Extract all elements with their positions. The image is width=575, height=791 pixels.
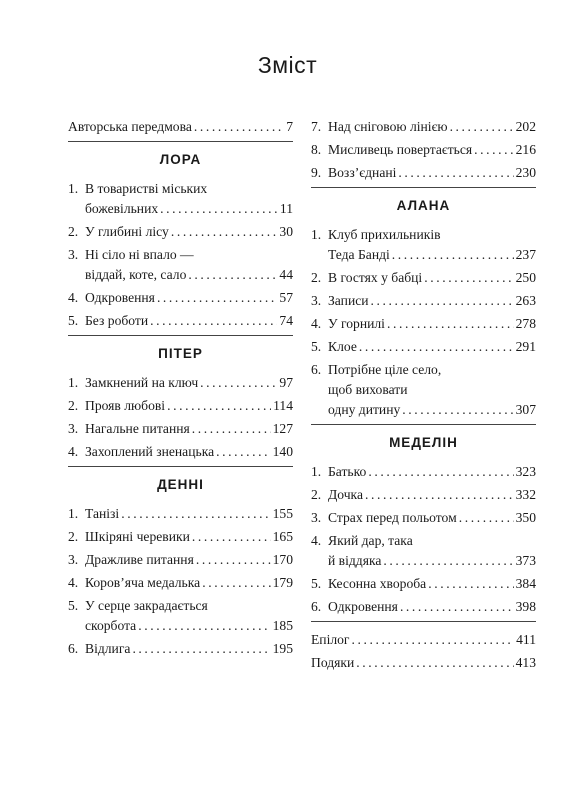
toc-entry-line	[68, 419, 293, 439]
toc-entry-line	[311, 314, 536, 334]
dot-leader	[192, 527, 271, 547]
toc-entry-number: 9.	[311, 165, 322, 180]
toc-entry-number: 3.	[68, 421, 79, 436]
toc-entry-number: 6.	[311, 362, 322, 377]
toc-entry-number: 2.	[68, 224, 79, 239]
toc-entry-title: Танізі	[85, 506, 120, 521]
toc-entry-number: 5.	[68, 598, 79, 613]
toc-entry-page: 237	[515, 247, 536, 262]
toc-entry-number: 5.	[68, 313, 79, 328]
toc-entry-page: 74	[279, 313, 293, 328]
toc-entry-title: В товаристві міських	[85, 181, 208, 196]
toc-entry-line	[311, 400, 536, 420]
toc-entry-line	[68, 616, 293, 636]
toc-entry-title: одну дитину	[328, 402, 401, 417]
toc-entry-title: Страх перед польотом	[328, 510, 457, 525]
toc-entry-number: 1.	[311, 227, 322, 242]
toc-entry-title: Клое	[328, 339, 357, 354]
toc-entry-number: 8.	[311, 142, 322, 157]
dot-leader	[200, 373, 277, 393]
dot-leader	[359, 337, 514, 357]
toc-entry-title: У глибині лісу	[85, 224, 169, 239]
dot-leader	[424, 268, 513, 288]
toc-entry-title: Подяки	[311, 655, 355, 670]
toc-entry-number: 4.	[68, 290, 79, 305]
toc-entry-title: Дочка	[328, 487, 363, 502]
section-divider	[311, 187, 536, 188]
toc-entry-line	[68, 179, 293, 199]
dot-leader	[450, 117, 514, 137]
toc-entry	[311, 268, 536, 288]
toc-entry-title: віддай, коте, сало	[85, 267, 187, 282]
toc-entry-number: 5.	[311, 339, 322, 354]
toc-entry-page: 202	[515, 119, 536, 134]
section-heading: ДЕННІ	[157, 477, 204, 492]
toc-entry-title: Ні сіло ні впало —	[85, 247, 194, 262]
toc-entry	[311, 574, 536, 594]
toc-entry-page: 398	[515, 599, 536, 614]
toc-entry-line	[311, 117, 536, 137]
toc-entry	[311, 291, 536, 311]
toc-entry-line	[311, 245, 536, 265]
toc-entry	[311, 485, 536, 505]
dot-leader	[192, 419, 271, 439]
toc-entry-title: скорбота	[85, 618, 137, 633]
toc-entry-line	[311, 360, 536, 380]
toc-entry-title: Кесонна хвороба	[328, 576, 427, 591]
dot-leader	[132, 639, 270, 659]
toc-entry-line	[68, 550, 293, 570]
toc-entry-page: 216	[515, 142, 536, 157]
toc-entry	[68, 396, 293, 416]
dot-leader	[194, 117, 284, 137]
toc-entry-line	[311, 462, 536, 482]
toc-entry-line	[311, 337, 536, 357]
toc-entry-page: 170	[272, 552, 293, 567]
toc-entry-title: Батько	[328, 464, 367, 479]
toc-entry-page: 230	[515, 165, 536, 180]
toc-entry-title: й віддяка	[328, 553, 382, 568]
section-divider	[68, 141, 293, 142]
dot-leader	[202, 573, 270, 593]
toc-entry-page: 30	[279, 224, 293, 239]
toc-entry-title: Який дар, така	[328, 533, 413, 548]
toc-right-sections	[311, 198, 536, 617]
toc-entry-line	[68, 199, 293, 219]
section-heading: ПІТЕР	[158, 346, 203, 361]
dot-leader	[121, 504, 270, 524]
toc-entry-line	[68, 504, 293, 524]
toc-entry-line	[311, 630, 536, 650]
toc-entry-page: 44	[279, 267, 293, 282]
dot-leader	[365, 485, 514, 505]
toc-entry-page: 195	[272, 641, 293, 656]
toc-entry	[311, 531, 536, 571]
toc-entry-title: щоб виховати	[328, 382, 408, 397]
toc-entry-line	[311, 508, 536, 528]
toc-entry-line	[68, 288, 293, 308]
toc-entry-page: 291	[515, 339, 536, 354]
toc-entry	[68, 245, 293, 285]
toc-entry-page: 155	[272, 506, 293, 521]
toc-entry-line	[68, 373, 293, 393]
toc-entry-number: 4.	[68, 575, 79, 590]
toc-entry-line	[68, 596, 293, 616]
toc-entry-line	[311, 225, 536, 245]
toc-entry	[68, 639, 293, 659]
toc-entry-title: Замкнений на ключ	[85, 375, 199, 390]
toc-back-matter	[311, 621, 536, 673]
toc-entry-line	[311, 268, 536, 288]
toc-entry-line	[311, 653, 536, 673]
toc-entry-line	[68, 639, 293, 659]
toc-entry	[68, 419, 293, 439]
toc-entry-title: Записи	[328, 293, 369, 308]
dot-leader	[171, 222, 278, 242]
section-heading: АЛАНА	[396, 198, 451, 213]
toc-entry-title: Одкровення	[85, 290, 155, 305]
section-heading: МЕДЕЛІН	[389, 435, 458, 450]
toc-back-entry	[311, 630, 536, 650]
toc-entry-number: 2.	[68, 398, 79, 413]
toc-entry	[68, 179, 293, 219]
dot-leader	[459, 508, 514, 528]
toc-entry-page: 373	[515, 553, 536, 568]
toc-entry-number: 2.	[311, 270, 322, 285]
toc-right-column	[311, 117, 536, 676]
dot-leader	[387, 314, 514, 334]
toc-entry	[311, 163, 536, 183]
toc-entry-page: 140	[272, 444, 293, 459]
toc-right-continued	[311, 117, 536, 183]
toc-entry-line	[68, 396, 293, 416]
dot-leader	[398, 163, 513, 183]
toc-entry-line	[68, 222, 293, 242]
toc-entry-title: У горнилі	[328, 316, 385, 331]
toc-entry-page: 332	[515, 487, 536, 502]
toc-entry-page: 307	[515, 402, 536, 417]
section-divider	[68, 335, 293, 336]
toc-entry-title: Відлига	[85, 641, 131, 656]
toc-entry-title: Теда Банді	[328, 247, 390, 262]
toc-entry	[68, 373, 293, 393]
toc-entry	[68, 527, 293, 547]
toc-entry-number: 1.	[68, 506, 79, 521]
toc-entry-title: Возз’єднані	[328, 165, 397, 180]
toc-entry-line	[311, 163, 536, 183]
toc-entry-number: 3.	[311, 510, 322, 525]
toc-entry-page: 250	[515, 270, 536, 285]
toc-entry-page: 179	[272, 575, 293, 590]
toc-entry-title: божевільних	[85, 201, 159, 216]
section-heading: ЛОРА	[159, 152, 202, 167]
toc-entry	[311, 117, 536, 137]
toc-entry-number: 6.	[311, 599, 322, 614]
toc-entry	[311, 314, 536, 334]
toc-entry-title: Шкіряні черевики	[85, 529, 190, 544]
toc-entry-page: 97	[279, 375, 293, 390]
toc-entry-title: Нагальне питання	[85, 421, 190, 436]
toc-entry-title: Над сніговою лінією	[328, 119, 448, 134]
toc-entry-page: 263	[515, 293, 536, 308]
toc-entry-page: 411	[516, 632, 536, 647]
toc-entry-line	[68, 442, 293, 462]
toc-entry-title: Захоплений зненацька	[85, 444, 215, 459]
toc-preface-text: Авторська передмова	[68, 119, 192, 134]
toc-entry-title: Без роботи	[85, 313, 149, 328]
toc-entry-line	[311, 531, 536, 551]
toc-entry-title: Епілог	[311, 632, 350, 647]
toc-entry-number: 4.	[311, 316, 322, 331]
dot-leader	[157, 288, 277, 308]
toc-entry-number: 4.	[311, 533, 322, 548]
toc-entry-line	[68, 573, 293, 593]
toc-entry-number: 1.	[311, 464, 322, 479]
toc-entry-page: 278	[515, 316, 536, 331]
toc-entry-number: 1.	[68, 375, 79, 390]
toc-entry	[311, 225, 536, 265]
dot-leader	[167, 396, 271, 416]
toc-entry-title: Коров’яча медалька	[85, 575, 201, 590]
dot-leader	[150, 311, 277, 331]
dot-leader	[160, 199, 278, 219]
toc-entry	[68, 311, 293, 331]
toc-entry-line	[68, 265, 293, 285]
dot-leader	[352, 630, 515, 650]
toc-entry-line	[311, 574, 536, 594]
toc-entry-number: 3.	[68, 247, 79, 262]
dot-leader	[428, 574, 513, 594]
dot-leader	[402, 400, 513, 420]
toc-entry-page: 185	[272, 618, 293, 633]
toc-entry	[311, 462, 536, 482]
toc-entry-page: 413	[515, 655, 536, 670]
toc-preface	[68, 117, 293, 137]
toc-entry-page: 323	[515, 464, 536, 479]
dot-leader	[383, 551, 513, 571]
dot-leader	[392, 245, 514, 265]
dot-leader	[356, 653, 513, 673]
toc-entry-line	[68, 311, 293, 331]
toc-entry-line	[311, 485, 536, 505]
toc-entry-line	[68, 245, 293, 265]
toc-entry-title: У серце закрадається	[85, 598, 208, 613]
toc-entry-number: 3.	[311, 293, 322, 308]
toc-entry-page: 350	[515, 510, 536, 525]
dot-leader	[368, 462, 513, 482]
dot-leader	[474, 140, 513, 160]
toc-entry-page: 127	[272, 421, 293, 436]
toc-entry-title: Прояв любові	[85, 398, 166, 413]
section-divider	[311, 424, 536, 425]
toc-entry-title: Дражливе питання	[85, 552, 194, 567]
toc-entry-number: 2.	[68, 529, 79, 544]
toc-entry	[311, 337, 536, 357]
toc-entry-number: 6.	[68, 641, 79, 656]
toc-entry-title: Мисливець повертається	[328, 142, 473, 157]
toc-entry-page: 114	[273, 398, 293, 413]
toc-entry-title: Потрібне ціле село,	[328, 362, 442, 377]
toc-left-sections	[68, 141, 293, 659]
toc-entry	[68, 596, 293, 636]
dot-leader	[216, 442, 270, 462]
toc-entry-title: В гостях у бабці	[328, 270, 423, 285]
toc-entry	[311, 360, 536, 420]
toc-entry-number: 5.	[311, 576, 322, 591]
dot-leader	[371, 291, 514, 311]
toc-entry	[68, 504, 293, 524]
toc-entry-number: 2.	[311, 487, 322, 502]
toc-entry	[311, 508, 536, 528]
section-divider	[68, 466, 293, 467]
toc-entry	[311, 597, 536, 617]
toc-entry-number: 3.	[68, 552, 79, 567]
page-title: Зміст	[257, 52, 318, 78]
toc-entry-line	[311, 551, 536, 571]
toc-back-entry	[311, 653, 536, 673]
toc-entry	[311, 140, 536, 160]
dot-leader	[196, 550, 271, 570]
toc-preface-page: 7	[286, 119, 293, 134]
toc-entry	[68, 550, 293, 570]
dot-leader	[400, 597, 514, 617]
toc-entry-line	[311, 597, 536, 617]
toc-entry-title: Клуб прихильників	[328, 227, 441, 242]
toc-entry-page: 57	[279, 290, 293, 305]
toc-entry-line	[311, 291, 536, 311]
toc-entry	[68, 442, 293, 462]
section-divider	[311, 621, 536, 622]
toc-entry	[68, 288, 293, 308]
dot-leader	[188, 265, 277, 285]
toc-entry-line	[311, 140, 536, 160]
dot-leader	[138, 616, 270, 636]
toc-entry-page: 11	[279, 201, 293, 216]
toc-entry-page: 384	[515, 576, 536, 591]
toc-entry	[68, 573, 293, 593]
toc-entry-title: Одкровення	[328, 599, 398, 614]
toc-entry-number: 4.	[68, 444, 79, 459]
toc-entry-number: 1.	[68, 181, 79, 196]
toc-entry-line	[68, 527, 293, 547]
toc-left-column	[68, 117, 293, 662]
toc-entry	[68, 222, 293, 242]
toc-entry-number: 7.	[311, 119, 322, 134]
toc-entry-page: 165	[272, 529, 293, 544]
